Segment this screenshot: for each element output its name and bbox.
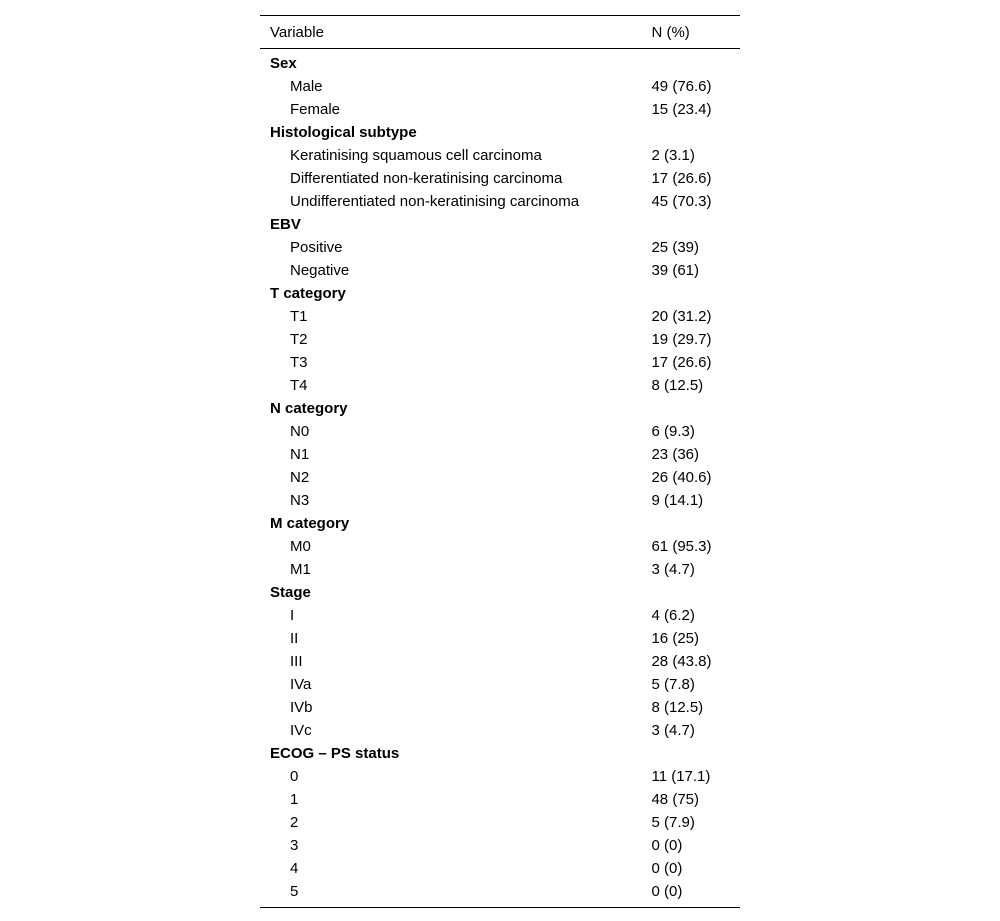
group-label: Sex (270, 55, 297, 72)
group-row (260, 121, 740, 144)
row-label: I (290, 607, 295, 624)
row-label: IVc (290, 722, 312, 739)
row-label: II (290, 630, 299, 647)
group-value-empty (651, 282, 740, 305)
group-label: Histological subtype (270, 124, 417, 141)
group-value-empty (651, 397, 740, 420)
row-label: Positive (290, 239, 343, 256)
table-row (260, 420, 740, 443)
table-row (260, 167, 740, 190)
table-row (260, 857, 740, 880)
row-label: 0 (290, 768, 299, 785)
row-label: Male (290, 78, 323, 95)
table-body (260, 49, 740, 908)
row-label: IVb (290, 699, 313, 716)
header-row (260, 16, 740, 49)
group-label: EBV (270, 216, 301, 233)
group-value-empty (651, 52, 740, 75)
row-value: 39 (61) (651, 262, 699, 279)
table-row (260, 75, 740, 98)
group-value-empty (651, 581, 740, 604)
group-row (260, 213, 740, 236)
row-label: N3 (290, 492, 310, 509)
table-row (260, 696, 740, 719)
row-label: N1 (290, 446, 310, 463)
table-row (260, 765, 740, 788)
table-row (260, 190, 740, 213)
row-value: 3 (4.7) (651, 722, 695, 739)
group-label: N category (270, 400, 348, 417)
row-value: 8 (12.5) (651, 377, 704, 394)
row-value: 26 (40.6) (651, 469, 712, 486)
table-row (260, 788, 740, 811)
row-value: 4 (6.2) (651, 607, 695, 624)
row-value: 5 (7.9) (651, 814, 695, 831)
row-value: 16 (25) (651, 630, 699, 647)
row-value: 5 (7.8) (651, 676, 695, 693)
table-row (260, 650, 740, 673)
characteristics-table-container (260, 15, 740, 908)
row-label: M1 (290, 561, 311, 578)
table-row (260, 374, 740, 397)
row-label: T3 (290, 354, 308, 371)
row-label: Differentiated non-keratinising carcinoma (290, 170, 563, 187)
row-value: 28 (43.8) (651, 653, 712, 670)
group-row (260, 52, 740, 75)
table-row (260, 719, 740, 742)
row-label: 5 (290, 883, 299, 900)
header-variable: Variable (270, 23, 324, 41)
group-row (260, 512, 740, 535)
table-row (260, 558, 740, 581)
row-label: III (290, 653, 303, 670)
group-row (260, 742, 740, 765)
spacer-row (260, 903, 740, 908)
table-row (260, 627, 740, 650)
row-label: T1 (290, 308, 308, 325)
row-value: 15 (23.4) (651, 101, 712, 118)
group-value-empty (651, 742, 740, 765)
row-value: 19 (29.7) (651, 331, 712, 348)
row-value: 6 (9.3) (651, 423, 695, 440)
group-row (260, 282, 740, 305)
group-label: M category (270, 515, 350, 532)
row-label: Undifferentiated non-keratinising carcinoma (290, 193, 580, 210)
row-value: 45 (70.3) (651, 193, 712, 210)
row-value: 23 (36) (651, 446, 699, 463)
table-row (260, 236, 740, 259)
table-row (260, 604, 740, 627)
row-value: 48 (75) (651, 791, 699, 808)
table-row (260, 259, 740, 282)
group-label: ECOG – PS status (270, 745, 400, 762)
spacer-cell (260, 903, 740, 908)
row-value: 3 (4.7) (651, 561, 695, 578)
group-row (260, 397, 740, 420)
row-value: 0 (0) (651, 883, 683, 900)
group-row (260, 581, 740, 604)
row-label: 1 (290, 791, 299, 808)
row-value: 49 (76.6) (651, 78, 712, 95)
row-label: IVa (290, 676, 312, 693)
table-row (260, 811, 740, 834)
row-value: 2 (3.1) (651, 147, 695, 164)
header-n-percent: N (%) (651, 23, 690, 41)
table-row (260, 489, 740, 512)
row-value: 25 (39) (651, 239, 699, 256)
row-label: 2 (290, 814, 299, 831)
group-value-empty (651, 121, 740, 144)
table-row (260, 305, 740, 328)
row-value: 11 (17.1) (651, 768, 711, 785)
row-value: 0 (0) (651, 860, 683, 877)
row-label: M0 (290, 538, 311, 555)
table-row (260, 834, 740, 857)
row-label: 3 (290, 837, 299, 854)
row-label: Female (290, 101, 341, 118)
row-value: 9 (14.1) (651, 492, 704, 509)
row-label: 4 (290, 860, 299, 877)
row-value: 17 (26.6) (651, 354, 712, 371)
row-label: T2 (290, 331, 308, 348)
characteristics-table (260, 15, 740, 908)
table-row (260, 535, 740, 558)
table-row (260, 443, 740, 466)
row-label: N2 (290, 469, 310, 486)
table-row (260, 328, 740, 351)
row-value: 0 (0) (651, 837, 683, 854)
group-label: T category (270, 285, 346, 302)
row-label: T4 (290, 377, 308, 394)
row-label: N0 (290, 423, 310, 440)
row-label: Keratinising squamous cell carcinoma (290, 147, 542, 164)
table-row (260, 466, 740, 489)
row-value: 20 (31.2) (651, 308, 712, 325)
table-row (260, 351, 740, 374)
row-value: 61 (95.3) (651, 538, 712, 555)
row-label: Negative (290, 262, 350, 279)
table-row (260, 144, 740, 167)
group-label: Stage (270, 584, 311, 601)
table-row (260, 880, 740, 903)
row-value: 8 (12.5) (651, 699, 704, 716)
row-value: 17 (26.6) (651, 170, 712, 187)
group-value-empty (651, 213, 740, 236)
group-value-empty (651, 512, 740, 535)
table-row (260, 98, 740, 121)
table-row (260, 673, 740, 696)
table-header (260, 16, 740, 49)
